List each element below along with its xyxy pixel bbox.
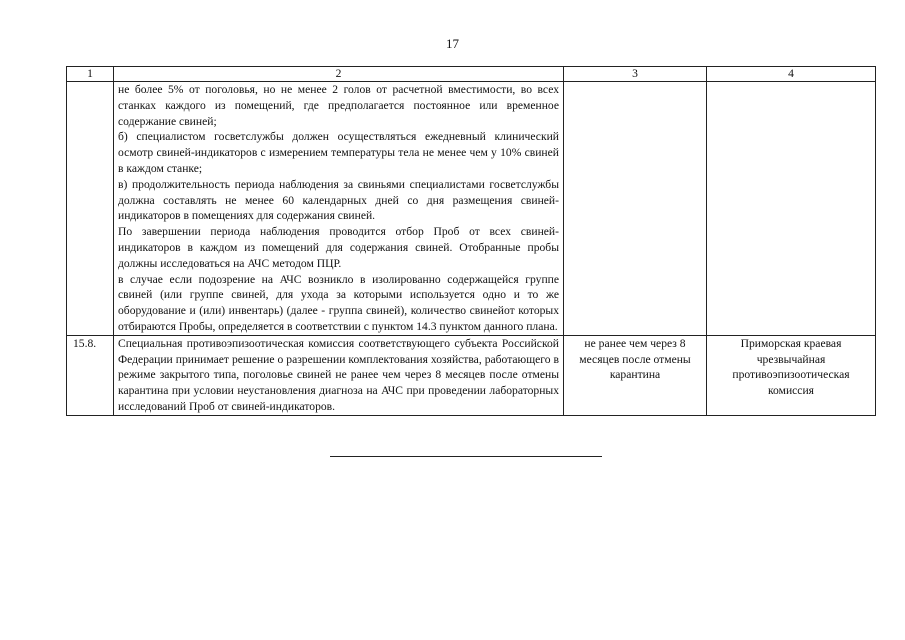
- measure-text-cell: Специальная противоэпизоотическая комиссия соответствующего субъекта Российской Федерации принимает решение о разрешении комплектования хозяйства, работающего в режиме закрытого типа, поголовье свиней не ранее чем через 8 месяцев после отмены карантина при условии неустановления диагноза на АЧС при проведении лабораторных исследований Проб от свиней-индикаторов.: [114, 335, 564, 415]
- paragraph: не более 5% от поголовья, но не менее 2 голов от расчетной вместимости, во всех станках каждого из помещений, где предполагается постоянное или временное содержание свиней;: [118, 83, 559, 128]
- paragraph: в) продолжительность периода наблюдения за свиньями специалистами госветслужбы должна составлять не менее 60 календарных дней со дня размещения свиней-индикаторов в помещениях для содержания свиней.: [118, 177, 559, 223]
- header-col-2: 2: [114, 67, 564, 82]
- table-row: [67, 82, 876, 336]
- header-col-4: 4: [707, 67, 876, 82]
- header-col-1: 1: [67, 67, 114, 82]
- responsible-cell: Приморская краевая чрезвычайная противоэпизоотическая комиссия: [707, 335, 876, 415]
- table-header-row: [67, 67, 876, 82]
- table-row: [67, 335, 876, 415]
- measure-text-cell: [114, 82, 564, 336]
- paragraph: б) специалистом госветслужбы должен осуществляться ежедневный клинический осмотр свиней-индикаторов с измерением температуры тела не менее чем у 10% свиней в каждом станке;: [118, 130, 559, 175]
- document-table: [66, 66, 876, 416]
- paragraph: По завершении периода наблюдения проводится отбор Проб от всех свиней-индикаторов в каждом из помещений для содержания свиней. Отобранные пробы должны исследоваться на АЧС методом ПЦР.: [118, 225, 559, 270]
- page-number: 17: [446, 36, 459, 51]
- row-number-cell: 15.8.: [67, 335, 114, 415]
- header-col-3: 3: [564, 67, 707, 82]
- row-number-cell: [67, 82, 114, 336]
- paragraph: в случае если подозрение на АЧС возникло в изолированно содержащейся группе свиней (или группе свиней, для ухода за которыми используется одно и то же оборудование и (или) инвентарь) (далее - группа свиней), количество свинейот которых отбираются Пробы, определяется в соответствии с пунктом 14.3 пунктом данного плана.: [118, 272, 559, 333]
- deadline-cell: [564, 82, 707, 336]
- responsible-cell: [707, 82, 876, 336]
- end-divider-line: [330, 456, 602, 457]
- deadline-cell: не ранее чем через 8 месяцев после отмены карантина: [564, 335, 707, 415]
